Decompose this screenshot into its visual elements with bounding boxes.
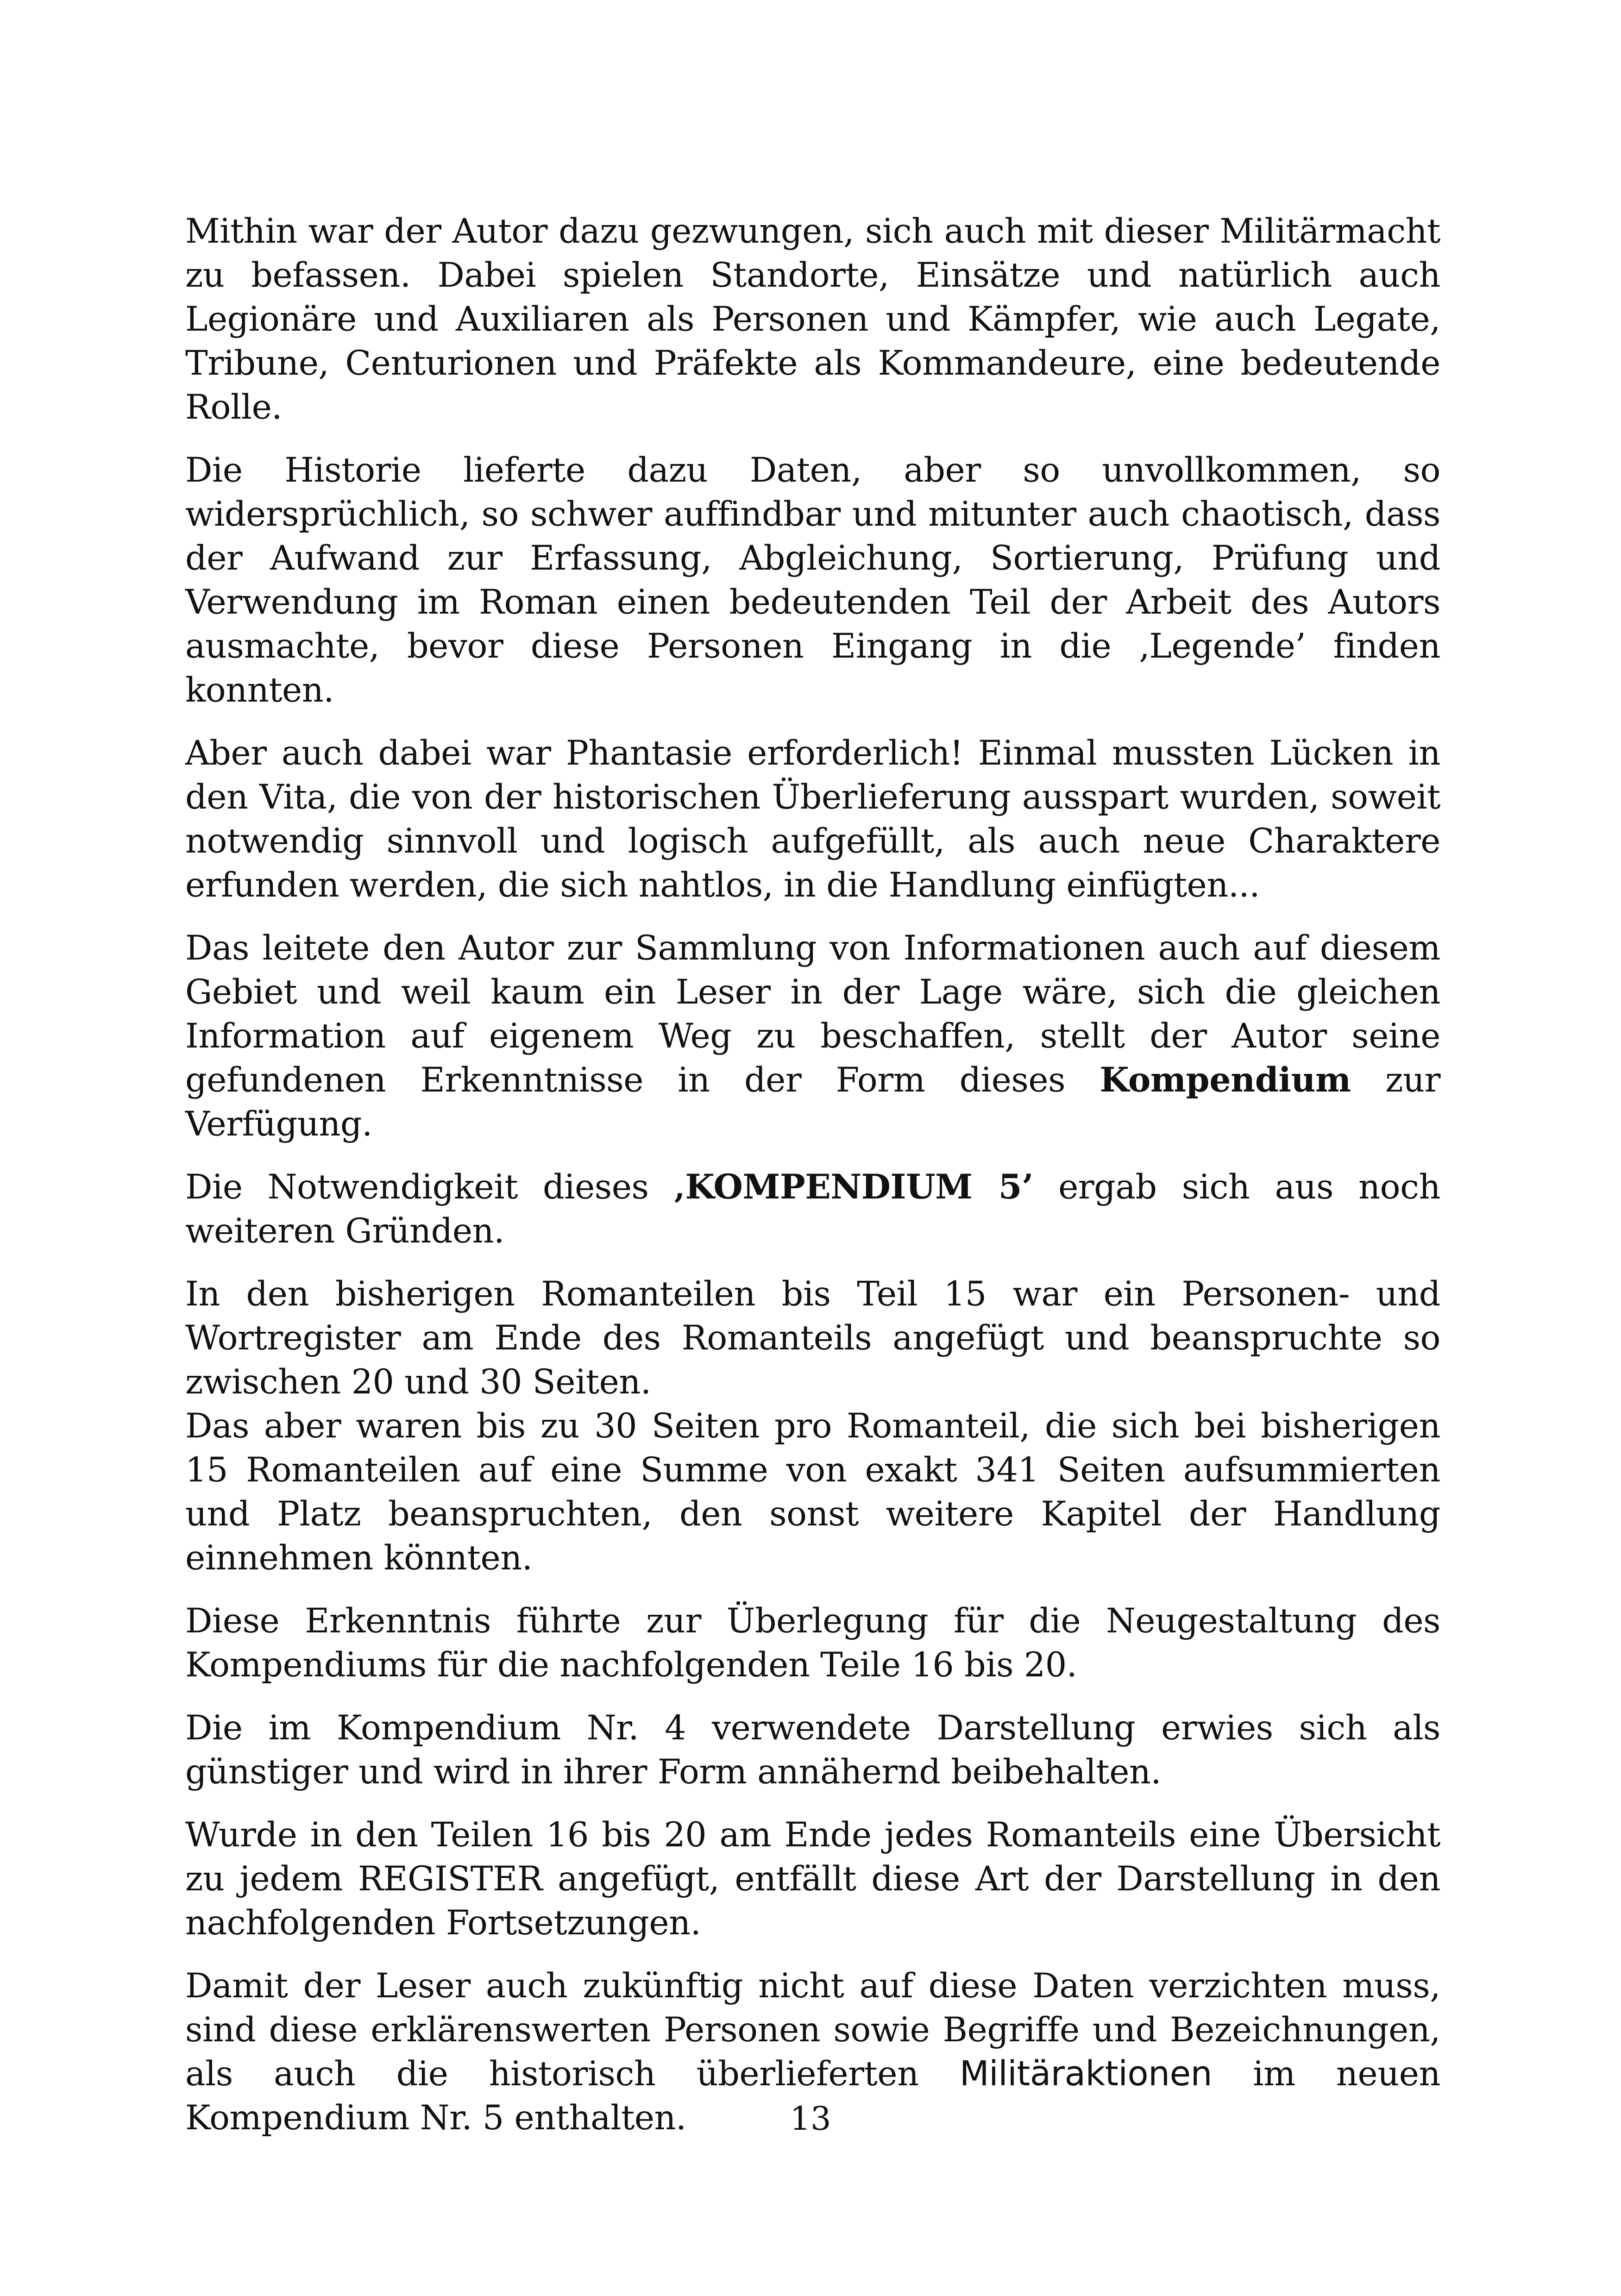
- paragraph-8: Die im Kompendium Nr. 4 verwendete Darstellung erwies sich als günstiger und wird in ihrer Form annähernd beibehalten.: [185, 1708, 1440, 1792]
- paragraph-10-text: Damit der Leser auch zukünftig nicht auf diese Daten verzichten muss, sind diese erklärenswerten Personen sowie Begriffe und Bezeichnungen, als auch die historisch überlieferten: [185, 1966, 1440, 2094]
- paragraph-4: [185, 926, 1440, 1146]
- paragraph-10-end: im neuen Kompendium Nr. 5 enthalten.: [185, 2054, 1440, 2138]
- paragraph-5: [185, 1165, 1440, 1253]
- page-number: 13: [790, 2100, 831, 2138]
- paragraph-2: Die Historie lieferte dazu Daten, aber so unvollkommen, so widersprüchlich, so schwer auffindbar und mitunter auch chaotisch, dass der Aufwand zur Erfassung, Abgleichung, Sortierung, Prüfung und Verwendung im Roman einen bedeutenden Teil der Arbeit des Autors ausmachte, bevor diese Personen Eingang in die ‚Legende’ finden konnten.: [185, 451, 1440, 710]
- militaeraktionen-term: Militäraktionen: [959, 2054, 1212, 2094]
- kompendium-bold: Kompendium: [1100, 1060, 1351, 1100]
- paragraph-5-end: ergab sich aus noch weiteren Gründen.: [185, 1167, 1440, 1251]
- paragraph-7: Diese Erkenntnis führte zur Überlegung für die Neugestaltung des Kompendiums für die nachfolgenden Teile 16 bis 20.: [185, 1601, 1440, 1685]
- paragraph-4-text: Das leitete den Autor zur Sammlung von Informationen auch auf diesem Gebiet und weil kaum ein Leser in der Lage wäre, sich die gleichen Information auf eigenem Weg zu beschaffen, stellt der Autor seine gefundenen Erkenntnisse in der Form dieses: [185, 928, 1440, 1100]
- paragraph-6-line-2: Das aber waren bis zu 30 Seiten pro Romanteil, die sich bei bisherigen 15 Romanteilen auf eine Summe von exakt 341 Seiten aufsummierten und Platz beanspruchten, den sonst weitere Kapitel der Handlung einnehmen könnten.: [185, 1406, 1440, 1578]
- kompendium-5-bold: ‚KOMPENDIUM 5’: [673, 1167, 1033, 1207]
- paragraph-6-line-1: In den bisherigen Romanteilen bis Teil 15 war ein Personen- und Wortregister am Ende des Romanteils angefügt und beanspruchte so zwischen 20 und 30 Seiten.: [185, 1274, 1440, 1402]
- paragraph-9: Wurde in den Teilen 16 bis 20 am Ende jedes Romanteils eine Übersicht zu jedem REGISTER angefügt, entfällt diese Art der Darstellung in den nachfolgenden Fortsetzungen.: [185, 1815, 1440, 1943]
- paragraph-6: [185, 1272, 1440, 1580]
- paragraph-5-text: Die Notwendigkeit dieses: [185, 1167, 674, 1207]
- body-text: [185, 209, 1440, 2159]
- paragraph-1: Mithin war der Autor dazu gezwungen, sich auch mit dieser Militärmacht zu befassen. Dabei spielen Standorte, Einsätze und natürlich auch Legionäre und Auxiliaren als Personen und Kämpfer, wie auch Legate, Tribune, Centurionen und Präfekte als Kommandeure, eine bedeutende Rolle.: [185, 212, 1440, 427]
- paragraph-3: Aber auch dabei war Phantasie erforderlich! Einmal mussten Lücken in den Vita, die von der historischen Überlieferung ausspart wurden, soweit notwendig sinnvoll und logisch aufgefüllt, als auch neue Charaktere erfunden werden, die sich nahtlos, in die Handlung einfügten...: [185, 734, 1440, 905]
- paragraph-4-end: zur Verfügung.: [185, 1060, 1441, 1144]
